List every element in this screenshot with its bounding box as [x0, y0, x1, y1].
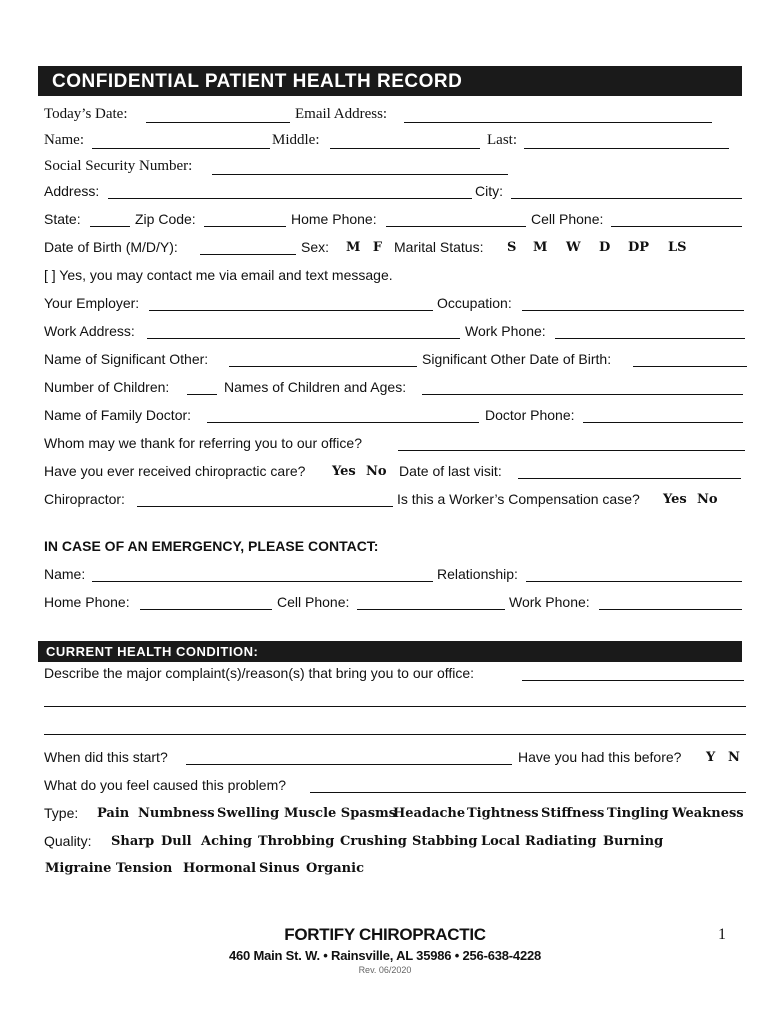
todays-date-field[interactable]: [146, 122, 290, 123]
last-name-field[interactable]: [524, 148, 729, 149]
last-label: Last:: [487, 132, 517, 148]
type-label: Type:: [44, 805, 79, 821]
zip-field[interactable]: [204, 226, 286, 227]
quality-organic[interactable]: Organic: [306, 861, 364, 876]
occupation-field[interactable]: [522, 310, 744, 311]
cell-phone-field[interactable]: [611, 226, 742, 227]
email-field[interactable]: [404, 122, 712, 123]
had-before-label: Have you had this before?: [518, 749, 682, 765]
marital-option-w[interactable]: W: [566, 240, 581, 255]
cause-field[interactable]: [310, 792, 746, 793]
type-tightness[interactable]: Tightness: [467, 806, 539, 821]
had-before-n[interactable]: N: [728, 750, 740, 765]
last-visit-label: Date of last visit:: [399, 463, 502, 479]
page-title: CONFIDENTIAL PATIENT HEALTH RECORD: [52, 71, 463, 92]
cell-phone-label: Cell Phone:: [531, 211, 604, 227]
chiro-care-label: Have you ever received chiropractic care?: [44, 463, 306, 479]
contact-consent-checkbox[interactable]: [ ] Yes, you may contact me via email and text message.: [44, 267, 393, 283]
email-label: Email Address:: [295, 106, 388, 122]
emergency-work-phone-label: Work Phone:: [509, 594, 590, 610]
workers-comp-no[interactable]: No: [697, 492, 718, 507]
sig-other-label: Name of Significant Other:: [44, 351, 209, 367]
address-label: Address:: [44, 183, 100, 199]
health-section-bar: [38, 641, 742, 662]
quality-radiating[interactable]: Radiating: [525, 834, 597, 849]
ssn-field[interactable]: [212, 174, 508, 175]
todays-date-label: Today’s Date:: [44, 106, 128, 122]
sex-options[interactable]: M F: [346, 240, 383, 255]
work-phone-label: Work Phone:: [465, 323, 546, 339]
emergency-home-phone-field[interactable]: [140, 609, 272, 610]
middle-label: Middle:: [272, 132, 320, 148]
type-weakness[interactable]: Weakness: [672, 806, 744, 821]
emergency-cell-phone-label: Cell Phone:: [277, 594, 350, 610]
emergency-name-field[interactable]: [92, 581, 433, 582]
sig-other-field[interactable]: [229, 366, 417, 367]
sex-label: Sex:: [301, 239, 330, 255]
marital-option-ls[interactable]: LS: [668, 240, 687, 255]
sig-other-dob-label: Significant Other Date of Birth:: [422, 351, 612, 367]
type-swelling[interactable]: Swelling: [217, 806, 280, 821]
complaint-field[interactable]: [522, 680, 744, 681]
first-name-field[interactable]: [92, 148, 270, 149]
address-field[interactable]: [108, 198, 472, 199]
referral-field[interactable]: [398, 450, 745, 451]
workers-comp-label: Is this a Worker’s Compensation case?: [397, 491, 640, 507]
quality-label: Quality:: [44, 833, 92, 849]
quality-local[interactable]: Local: [481, 834, 521, 849]
quality-throbbing[interactable]: Throbbing: [258, 834, 335, 849]
quality-hormonal[interactable]: Hormonal: [183, 861, 257, 876]
emergency-work-phone-field[interactable]: [599, 609, 742, 610]
quality-sharp[interactable]: Sharp: [111, 834, 155, 849]
health-heading: CURRENT HEALTH CONDITION:: [46, 644, 259, 659]
type-tingling[interactable]: Tingling: [607, 806, 669, 821]
family-doctor-label: Name of Family Doctor:: [44, 407, 192, 423]
quality-dull[interactable]: Dull: [161, 834, 192, 849]
had-before-y[interactable]: Y: [706, 750, 716, 765]
home-phone-label: Home Phone:: [291, 211, 377, 227]
work-address-label: Work Address:: [44, 323, 135, 339]
dob-label: Date of Birth (M/D/Y):: [44, 239, 178, 255]
marital-option-m[interactable]: M: [533, 240, 548, 255]
doctor-phone-label: Doctor Phone:: [485, 407, 575, 423]
chiropractor-label: Chiropractor:: [44, 491, 125, 507]
emergency-name-label: Name:: [44, 566, 86, 582]
marital-option-d[interactable]: D: [599, 240, 611, 255]
city-field[interactable]: [511, 198, 742, 199]
marital-label: Marital Status:: [394, 239, 484, 255]
employer-field[interactable]: [149, 310, 433, 311]
emergency-heading: IN CASE OF AN EMERGENCY, PLEASE CONTACT:: [44, 538, 379, 554]
city-label: City:: [475, 183, 503, 199]
type-numbness[interactable]: Numbness: [138, 806, 215, 821]
name-label: Name:: [44, 132, 84, 148]
practice-name: FORTIFY CHIROPRACTIC: [284, 925, 486, 944]
chiropractor-field[interactable]: [137, 506, 393, 507]
children-names-label: Names of Children and Ages:: [224, 379, 407, 395]
emergency-cell-phone-field[interactable]: [357, 609, 505, 610]
type-stiffness[interactable]: Stiffness: [541, 806, 605, 821]
num-children-label: Number of Children:: [44, 379, 170, 395]
cause-label: What do you feel caused this problem?: [44, 777, 287, 793]
quality-aching[interactable]: Aching: [201, 834, 252, 849]
children-names-field[interactable]: [422, 394, 743, 395]
doctor-phone-field[interactable]: [583, 422, 743, 423]
sig-other-dob-field[interactable]: [633, 366, 747, 367]
employer-label: Your Employer:: [44, 295, 140, 311]
last-visit-field[interactable]: [518, 478, 741, 479]
quality-stabbing[interactable]: Stabbing: [412, 834, 478, 849]
workers-comp-yes[interactable]: Yes: [663, 492, 687, 507]
emergency-home-phone-label: Home Phone:: [44, 594, 130, 610]
quality-sinus[interactable]: Sinus: [259, 861, 300, 876]
occupation-label: Occupation:: [437, 295, 512, 311]
zip-label: Zip Code:: [135, 211, 196, 227]
practice-address: 460 Main St. W. • Rainsville, AL 35986 • 256-638-4228: [228, 948, 542, 963]
ssn-label: Social Security Number:: [44, 158, 193, 174]
complaint-line-3[interactable]: [44, 734, 746, 735]
family-doctor-field[interactable]: [207, 422, 479, 423]
middle-name-field[interactable]: [330, 148, 480, 149]
marital-option-dp[interactable]: DP: [628, 240, 650, 255]
quality-tension[interactable]: Tension: [116, 861, 173, 876]
complaint-label: Describe the major complaint(s)/reason(s) that bring you to our office:: [44, 665, 475, 681]
referral-label: Whom may we thank for referring you to our office?: [44, 435, 362, 451]
revision-note: Rev. 06/2020: [358, 965, 412, 975]
emergency-relationship-field[interactable]: [526, 581, 742, 582]
complaint-line-2[interactable]: [44, 706, 746, 707]
num-children-field[interactable]: [187, 394, 217, 395]
page-number: 1: [718, 926, 726, 943]
type-pain[interactable]: Pain: [97, 806, 130, 821]
when-start-field[interactable]: [186, 764, 512, 765]
dob-field[interactable]: [200, 254, 296, 255]
emergency-relationship-label: Relationship:: [437, 566, 518, 582]
state-label: State:: [44, 211, 81, 227]
work-phone-field[interactable]: [555, 338, 745, 339]
marital-option-s[interactable]: S: [507, 240, 517, 255]
chiro-care-yes[interactable]: Yes: [332, 464, 356, 479]
work-address-field[interactable]: [147, 338, 460, 339]
title-bar: [38, 66, 742, 96]
home-phone-field[interactable]: [386, 226, 526, 227]
quality-migraine[interactable]: Migraine: [45, 861, 112, 876]
type-muscle-spasms[interactable]: Muscle Spasms: [284, 806, 397, 821]
quality-crushing[interactable]: Crushing: [340, 834, 407, 849]
quality-burning[interactable]: Burning: [603, 834, 664, 849]
when-start-label: When did this start?: [44, 749, 168, 765]
chiro-care-no[interactable]: No: [366, 464, 387, 479]
state-field[interactable]: [90, 226, 130, 227]
type-headache[interactable]: Headache: [393, 806, 466, 821]
